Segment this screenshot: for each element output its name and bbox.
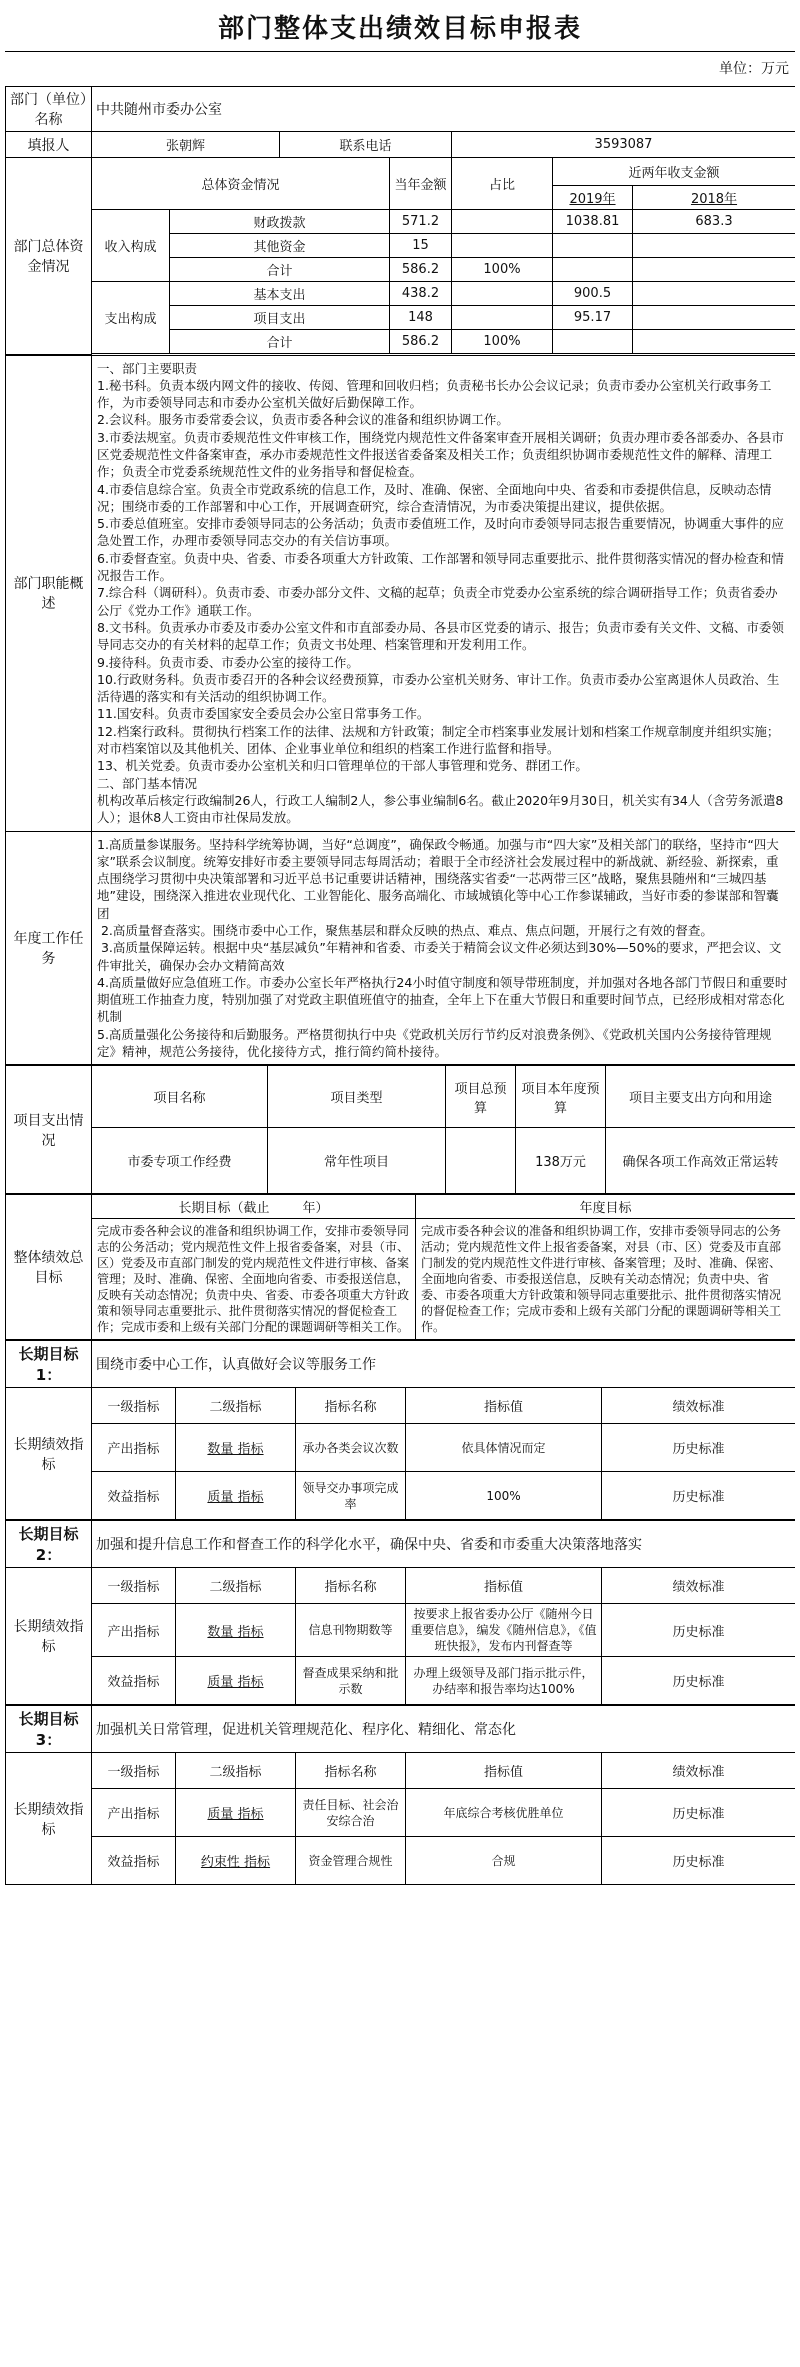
tasks-text: 1.高质量参谋服务。坚持科学统筹协调，当好“总调度”，确保政令畅通。加强与市“四大家”及相关部门的联络，坚持市“四大家”联系会议制度。统筹安排好市委主要领导同志每周活动；着眼于全市经济社会发展过程中的新战就、新经验、新探索，重点围绕学习贯彻中央决策部署和习近平总书记重要讲话精神，围绕落实省委“一芯两带三区”战略，聚焦县随州和“三城四基地”建设，围绕深入推进农业现代化、工业智能化、服务高端化、市域城镇化等中心工作参谋辅政，当好市委的参谋部和智囊团 2.高质量督查落实。围绕市委中心工作，聚焦基层和群众反映的热点、难点、焦点问题，开展行之有效的督查。 3.高质量保障运转。根据中央“基层减负”年精神和省委、市委关于精简会议文件必须达到30%—50%的要求，严把会议、文件审批关，确保办会办文精简高效 4.高质量做好应急值班工作。市委办公室长年严格执行24小时值守制度和领导带班制度，并加强对各地各部门节假日和重要时期值班工作抽查力度，特别加强了对党政主职值班值守的抽查，全年上下在重大节假日和重要时间节点，已经形成相对常态化机制 5.高质量强化公务接待和后勤服务。严格贯彻执行中央《党政机关厉行节约反对浪费条例》、《党政机关国内公务接待管理规定》精神，规范公务接待，优化接待方式，推行简约简朴接待。 xyxy=(92,831,796,1065)
indicator-standard: 历史标准 xyxy=(602,1424,796,1472)
project-header-total: 项目总预算 xyxy=(446,1066,516,1128)
dept-label: 部门（单位）名称 xyxy=(6,87,92,132)
expense-amount: 148 xyxy=(390,306,452,330)
income-ratio: 100% xyxy=(452,258,553,282)
expense-label: 支出构成 xyxy=(92,282,170,354)
duties-label: 部门职能概述 xyxy=(6,355,92,831)
expense-ratio xyxy=(452,282,553,306)
indicator-level2: 质量 指标 xyxy=(176,1472,296,1520)
project-header-type: 项目类型 xyxy=(268,1066,446,1128)
indicator-level1: 产出指标 xyxy=(92,1789,176,1837)
year-2019-header: 2019年 xyxy=(553,186,633,210)
indicator-col-header: 一级指标 xyxy=(92,1568,176,1604)
income-amount: 571.2 xyxy=(390,210,452,234)
goal-tag: 长期目标1： xyxy=(6,1341,92,1388)
expense-ratio: 100% xyxy=(452,330,553,354)
income-2018: 683.3 xyxy=(633,210,796,234)
project-header-name: 项目名称 xyxy=(92,1066,268,1128)
income-2019 xyxy=(553,258,633,282)
overall-goals-table xyxy=(5,1194,795,1340)
income-2018 xyxy=(633,258,796,282)
indicator-standard: 历史标准 xyxy=(602,1837,796,1885)
funds-section-label: 部门总体资金情况 xyxy=(6,158,92,355)
project-type: 常年性项目 xyxy=(268,1128,446,1194)
goal-sections xyxy=(5,1340,795,1885)
income-ratio xyxy=(452,210,553,234)
project-table xyxy=(5,1065,795,1194)
indicator-level1: 效益指标 xyxy=(92,1472,176,1520)
indicator-level1: 效益指标 xyxy=(92,1837,176,1885)
expense-ratio xyxy=(452,306,553,330)
income-amount: 15 xyxy=(390,234,452,258)
indicator-col-header: 一级指标 xyxy=(92,1753,176,1789)
indicator-value: 按要求上报省委办公厅《随州今日重要信息》，编发《随州信息》，《值班快报》，发布内刊督查等 xyxy=(406,1604,602,1657)
unit-label: 单位：万元 xyxy=(719,61,789,77)
indicator-standard: 历史标准 xyxy=(602,1472,796,1520)
project-annual: 138万元 xyxy=(516,1128,606,1194)
recent-years-header: 近两年收支金额 xyxy=(553,158,796,186)
goal-section-table xyxy=(5,1705,795,1885)
long-indicator-label: 长期绩效指标 xyxy=(6,1568,92,1705)
project-total xyxy=(446,1128,516,1194)
phone-value: 3593087 xyxy=(452,132,796,158)
indicator-level2: 质量 指标 xyxy=(176,1657,296,1705)
overall-funds-header: 总体资金情况 xyxy=(92,158,390,210)
expense-2019 xyxy=(553,330,633,354)
indicator-standard: 历史标准 xyxy=(602,1604,796,1657)
year-goal-text: 完成市委各种会议的准备和组织协调工作，安排市委领导同志的公务活动；党内规范性文件上报省委备案，对县（市、区）党委及市直部门制发的党内规范性文件进行审核、备案管理；及时、准确、保密、全面地向省委、市委报送信息，反映有关动态情况；负责中央、省委、市委各项重大方针政策和领导同志重要批示、批件贯彻落实情况的督促检查工作；完成市委和上级有关部门分配的课题调研等相关工作。 xyxy=(416,1219,796,1340)
current-amount-header: 当年金额 xyxy=(390,158,452,210)
expense-amount: 438.2 xyxy=(390,282,452,306)
indicator-col-header: 指标值 xyxy=(406,1753,602,1789)
indicator-name: 资金管理合规性 xyxy=(296,1837,406,1885)
income-name: 其他资金 xyxy=(170,234,390,258)
year-2018-header: 2018年 xyxy=(633,186,796,210)
indicator-name: 责任目标、社会治安综合治 xyxy=(296,1789,406,1837)
expense-2018 xyxy=(633,330,796,354)
duties-table xyxy=(5,355,795,1066)
indicator-level1: 产出指标 xyxy=(92,1604,176,1657)
expense-2018 xyxy=(633,306,796,330)
project-usage: 确保各项工作高效正常运转 xyxy=(606,1128,796,1194)
long-goal-text: 完成市委各种会议的准备和组织协调工作，安排市委领导同志的公务活动；党内规范性文件上报省委备案，对县（市、区）党委及市直部门制发的党内规范性文件进行审核、备案管理；及时、准确、保密、全面地向省委、市委报送信息，反映有关动态情况；负责中央、省委、市委各项重大方针政策和领导同志重要批示、批件贯彻落实情况的督促检查工作；完成市委和上级有关部门分配的课题调研等相关工作。 xyxy=(92,1219,416,1340)
indicator-level1: 产出指标 xyxy=(92,1424,176,1472)
expense-2018 xyxy=(633,282,796,306)
income-amount: 586.2 xyxy=(390,258,452,282)
indicator-level1: 效益指标 xyxy=(92,1657,176,1705)
indicator-col-header: 一级指标 xyxy=(92,1388,176,1424)
goal-tag: 长期目标3： xyxy=(6,1706,92,1753)
goal-section-table xyxy=(5,1520,795,1705)
filler-name: 张朝辉 xyxy=(92,132,280,158)
indicator-col-header: 二级指标 xyxy=(176,1568,296,1604)
indicator-col-header: 绩效标准 xyxy=(602,1568,796,1604)
form-title: 部门整体支出绩效目标申报表 xyxy=(5,0,795,52)
income-label: 收入构成 xyxy=(92,210,170,282)
goal-title: 加强机关日常管理，促进机关管理规范化、程序化、精细化、常态化 xyxy=(92,1706,796,1753)
project-header-annual: 项目本年度预算 xyxy=(516,1066,606,1128)
overall-goals-label: 整体绩效总目标 xyxy=(6,1195,92,1340)
indicator-name: 承办各类会议次数 xyxy=(296,1424,406,1472)
indicator-level2: 数量 指标 xyxy=(176,1604,296,1657)
expense-name: 基本支出 xyxy=(170,282,390,306)
tasks-label: 年度工作任务 xyxy=(6,831,92,1065)
indicator-col-header: 指标值 xyxy=(406,1568,602,1604)
indicator-level2: 约束性 指标 xyxy=(176,1837,296,1885)
expense-name: 合计 xyxy=(170,330,390,354)
income-ratio xyxy=(452,234,553,258)
indicator-col-header: 绩效标准 xyxy=(602,1753,796,1789)
indicator-level2: 数量 指标 xyxy=(176,1424,296,1472)
indicator-value: 办理上级领导及部门指示批示件，办结率和报告率均达100% xyxy=(406,1657,602,1705)
project-header-usage: 项目主要支出方向和用途 xyxy=(606,1066,796,1128)
form-page xyxy=(5,0,795,1885)
indicator-col-header: 二级指标 xyxy=(176,1388,296,1424)
indicator-level2: 质量 指标 xyxy=(176,1789,296,1837)
indicator-name: 领导交办事项完成率 xyxy=(296,1472,406,1520)
income-2018 xyxy=(633,234,796,258)
goal-tag: 长期目标2： xyxy=(6,1521,92,1568)
indicator-col-header: 指标名称 xyxy=(296,1568,406,1604)
indicator-col-header: 二级指标 xyxy=(176,1753,296,1789)
indicator-standard: 历史标准 xyxy=(602,1657,796,1705)
income-name: 合计 xyxy=(170,258,390,282)
indicator-name: 督查成果采纳和批示数 xyxy=(296,1657,406,1705)
income-2019 xyxy=(553,234,633,258)
goal-section-table xyxy=(5,1340,795,1520)
indicator-col-header: 指标名称 xyxy=(296,1753,406,1789)
dept-name: 中共随州市委办公室 xyxy=(92,87,796,132)
indicator-value: 依具体情况而定 xyxy=(406,1424,602,1472)
long-goal-header: 长期目标（截止 年） xyxy=(92,1195,416,1219)
funds-table xyxy=(5,86,795,355)
indicator-col-header: 绩效标准 xyxy=(602,1388,796,1424)
goal-title: 围绕市委中心工作，认真做好会议等服务工作 xyxy=(92,1341,796,1388)
indicator-value: 100% xyxy=(406,1472,602,1520)
filler-label: 填报人 xyxy=(6,132,92,158)
project-label: 项目支出情况 xyxy=(6,1066,92,1194)
indicator-col-header: 指标值 xyxy=(406,1388,602,1424)
expense-2019: 95.17 xyxy=(553,306,633,330)
indicator-value: 合规 xyxy=(406,1837,602,1885)
goal-title: 加强和提升信息工作和督查工作的科学化水平，确保中央、省委和市委重大决策落地落实 xyxy=(92,1521,796,1568)
income-name: 财政拨款 xyxy=(170,210,390,234)
expense-name: 项目支出 xyxy=(170,306,390,330)
indicator-value: 年底综合考核优胜单位 xyxy=(406,1789,602,1837)
long-indicator-label: 长期绩效指标 xyxy=(6,1753,92,1885)
long-indicator-label: 长期绩效指标 xyxy=(6,1388,92,1520)
ratio-header: 占比 xyxy=(452,158,553,210)
expense-2019: 900.5 xyxy=(553,282,633,306)
income-2019: 1038.81 xyxy=(553,210,633,234)
year-goal-header: 年度目标 xyxy=(416,1195,796,1219)
project-name: 市委专项工作经费 xyxy=(92,1128,268,1194)
expense-amount: 586.2 xyxy=(390,330,452,354)
duties-text: 一、部门主要职责 1.秘书科。负责本级内网文件的接收、传阅、管理和回收归档；负责秘书长办公会议记录；负责市委办公室机关行政事务工作，为市委领导同志和市委办公室机关做好后勤保障工作。 2.会议科。服务市委常委会议，负责市委各种会议的准备和组织协调工作。 3.市委法规室。负责市委规范性文件审核工作，围绕党内规范性文件备案审查开展相关调研；负责办理市委各部委办、各县市区党委规范性文件备案审查，承办市委规范性文件报送省委备案及相关工作；负责组织协调市委规范性文件的解释、清理工作；负责全市党委系统规范性文件的业务指导和督促检查。 4.市委信息综合室。负责全市党政系统的信息工作，及时、准确、保密、全面地向中央、省委和市委提供信息，反映动态情况；围绕市委的工作部署和中心工作，开展调查研究，综合查清情况，为市委决策提出建议，提供依据。 5.市委总值班室。安排市委领导同志的公务活动；负责市委值班工作，及时向市委领导同志报告重要情况，协调重大事件的应急处置工作，办理市委领导同志交办的有关信访事项。 6.市委督查室。负责中央、省委、市委各项重大方针政策、工作部署和领导同志重要批示、批件贯彻落实情况的督办检查和情况报告工作。 7.综合科（调研科）。负责市委、市委办部分文件、文稿的起草；负责全市党委办公室系统的综合调研指导工作；负责省委办公厅《党办工作》通联工作。 8.文书科。负责承办市委及市委办公室文件和市直部委办局、各县市区党委的请示、报告；负责市委有关文件、文稿、市委领导同志交办的有关材料的起草工作；负责文书处理、档案管理和开发利用工作。 9.接待科。负责市委、市委办公室的接待工作。 10.行政财务科。负责市委召开的各种会议经费预算，市委办公室机关财务、审计工作。负责市委办公室离退休人员政治、生活待遇的落实和有关活动的组织协调工作。 11.国安科。负责市委国家安全委员会办公室日常事务工作。 12.档案行政科。贯彻执行档案工作的法律、法规和方针政策；制定全市档案事业发展计划和档案工作规章制度并组织实施；对市档案馆以及其他机关、团体、企业事业单位和组织的档案工作进行监督和指导。 13、机关党委。负责市委办公室机关和归口管理单位的干部人事管理和党务、群团工作。 二、部门基本情况 机构改革后核定行政编制26人，行政工人编制2人，参公事业编制6名。截止2020年9月30日，机关实有34人（含劳务派遣8人）；退休8人工资由市社保局发放。 xyxy=(92,355,796,831)
phone-label: 联系电话 xyxy=(280,132,452,158)
indicator-name: 信息刊物期数等 xyxy=(296,1604,406,1657)
indicator-standard: 历史标准 xyxy=(602,1789,796,1837)
indicator-col-header: 指标名称 xyxy=(296,1388,406,1424)
